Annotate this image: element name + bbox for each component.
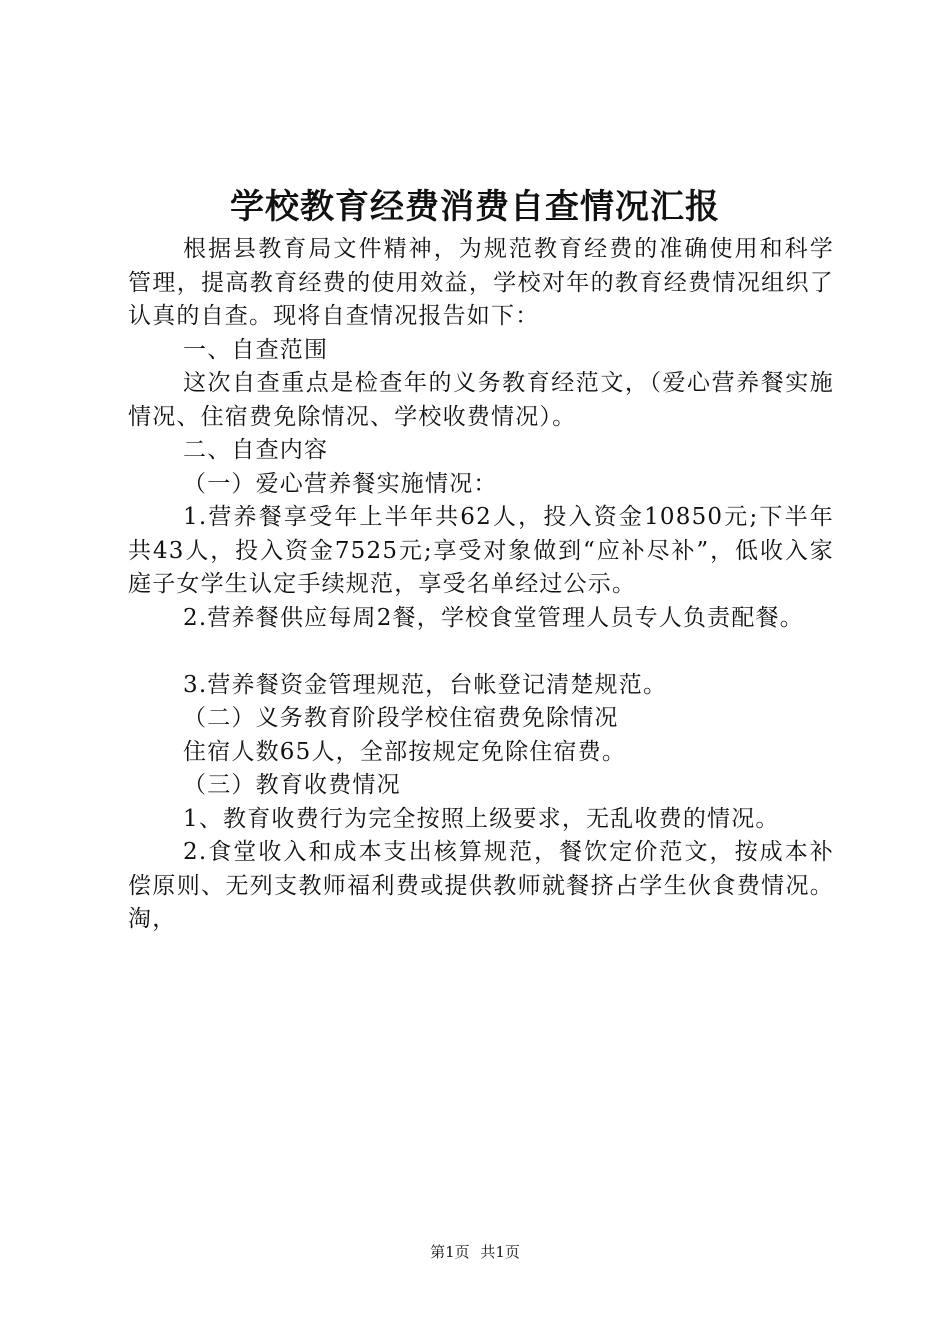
paragraph-nutrition-2: 2.营养餐供应每周2餐，学校食堂管理人员专人负责配餐。	[183, 604, 804, 631]
blank-line	[128, 635, 834, 669]
page-footer	[0, 1241, 950, 1263]
paragraph-nutrition-3: 3.营养餐资金管理规范，台帐登记清楚规范。	[183, 671, 668, 698]
page-number: 第1页	[430, 1243, 470, 1261]
document-title: 学校教育经费消费自查情况汇报	[230, 187, 720, 227]
paragraph-intro: 根据县教育局文件精神，为规范教育经费的准确使用和科学管理，提高教育经费的使用效益，学校对年的教育经费情况组织了认真的自查。现将自查情况报告如下：	[128, 236, 834, 329]
paragraph-scope: 这次自查重点是检查年的义务教育经范文，（爱心营养餐实施情况、住宿费免除情况、学校收费情况）。	[128, 370, 834, 430]
paragraph-accommodation: 住宿人数65人，全部按规定免除住宿费。	[183, 738, 627, 765]
heading-scope: 一、自查范围	[183, 336, 329, 363]
subheading-nutrition-meal: （一）爱心营养餐实施情况：	[183, 470, 498, 497]
paragraph-nutrition-1: 1.营养餐享受年上半年共62人，投入资金10850元;下半年共43人，投入资金7525元;享受对象做到“应补尽补”，低收入家庭子女学生认定手续规范，享受名单经过公示。	[128, 504, 834, 597]
page-total: 共1页	[480, 1243, 520, 1261]
subheading-accommodation: （二）义务教育阶段学校住宿费免除情况	[183, 705, 619, 731]
heading-content: 二、自查内容	[183, 437, 329, 463]
subheading-fees: （三）教育收费情况	[183, 772, 401, 798]
paragraph-fees-2: 2.食堂收入和成本支出核算规范，餐饮定价范文，按成本补偿原则、无列支教师福利费或提供教师就餐挤占学生伙食费情况。淘，	[128, 839, 834, 932]
paragraph-fees-1: 1、教育收费行为完全按照上级要求，无乱收费的情况。	[183, 805, 780, 832]
document-body	[128, 233, 834, 937]
